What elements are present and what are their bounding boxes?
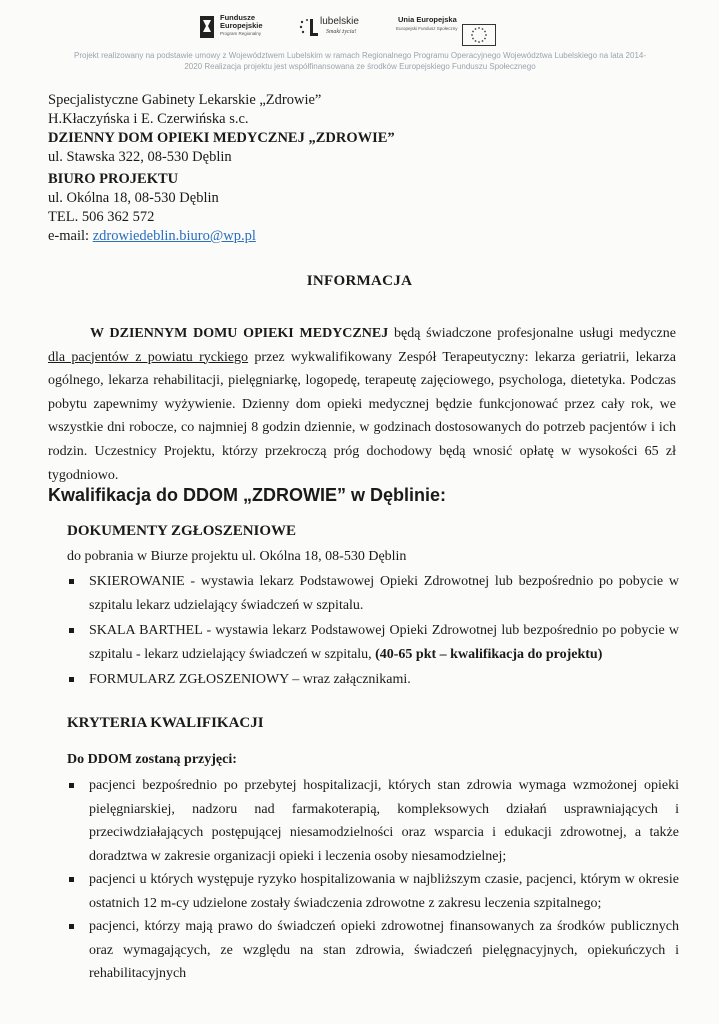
- lubelskie-mark-icon: [298, 16, 320, 38]
- criteria-item2: pacjenci u których występuje ryzyko hospitalizowania w najbliższym czasie, pacjenci, którym w okresie ostatnich 12 m-cy udzielone zostały świadczenia zdrowotne z zakresu leczenia szpitalnego;: [89, 872, 679, 911]
- documents-sub: do pobrania w Biurze projektu ul. Okólna 18, 08-530 Dęblin: [67, 549, 407, 564]
- criteria-item3: pacjenci, którzy mają prawo do świadczeń opieki zdrowotnej finansowanych za środków publicznych oraz wymagających, ze względu na stan zdrowia, świadczeń pielęgnacyjnych, opiekuńczych i rehabilitacyjnych: [89, 919, 679, 981]
- fundusze-flag-icon: [200, 16, 214, 38]
- office-phone: TEL. 506 362 572: [48, 209, 155, 225]
- org-unit: DZIENNY DOM OPIEKI MEDYCZNEJ „ZDROWIE”: [48, 130, 395, 146]
- logo-bar: [200, 14, 520, 44]
- intro-text2: przez wykwalifikowany Zespół Terapeutyczny: lekarza geriatrii, lekarza ogólnego, lekarza rehabilitacji, pielęgniarkę, logopedę, terapeutę zajęciowego, psychologa, dietetyka. Podczas pobytu zapewnimy wyżywienie. Dzienny dom opieki medycznej będzie funkcjonować przez cały rok, we wszystkie dni robocze, co najmniej 8 godzin dziennie, w godzinach dostosowanych do potrzeb pacjentów i ich rodzin. Uczestnicy Projektu, którzy przekroczą próg dochodowy będą wnosić opłatę w wysokości 65 zł tygodniowo.: [48, 349, 676, 483]
- lubelskie-tagline: Smaki życia!: [326, 29, 357, 35]
- fundusze-europejskie-logo: [200, 14, 290, 44]
- org-owners: H.Kłaczyńska i E. Czerwińska s.c.: [48, 111, 249, 127]
- intro-text1: będą świadczone profesjonalne usługi medyczne: [388, 326, 676, 341]
- bullet-icon: [69, 579, 74, 584]
- office-heading: BIURO PROJEKTU: [48, 171, 179, 187]
- list-item: [67, 915, 679, 986]
- doc-item2-text: SKALA BARTHEL - wystawia lekarz Podstawowej Opieki Zdrowotnej lub bezpośrednio po pobycie w szpitalu - lekarz udzielający świadczeń w szpitalu,: [89, 623, 679, 662]
- funding-line2: 2020 Realizacja projektu jest współfinansowana ze środków Europejskiego Funduszu Społecznego: [184, 62, 536, 71]
- office-address: ul. Okólna 18, 08-530 Dęblin: [48, 190, 219, 206]
- criteria-sub: Do DDOM zostaną przyjęci:: [67, 752, 237, 767]
- fundusze-line3: Program Regionalny: [220, 31, 262, 36]
- intro-underlined: dla pacjentów z powiatu ryckiego: [48, 349, 249, 365]
- bullet-icon: [69, 924, 74, 929]
- lubelskie-logo: [298, 14, 368, 44]
- list-item: [67, 570, 679, 617]
- list-item: [67, 668, 679, 692]
- criteria-heading: KRYTERIA KWALIFIKACJI: [67, 715, 264, 731]
- eu-flag-icon: [462, 24, 496, 46]
- bullet-icon: [69, 783, 74, 788]
- doc-item2-bold: (40-65 pkt – kwalifikacja do projektu): [375, 646, 603, 662]
- email-link[interactable]: zdrowiedeblin.biuro@wp.pl: [92, 228, 256, 244]
- ue-name: Unia Europejska: [398, 15, 457, 24]
- fundusze-line2: Europejskie: [220, 21, 263, 30]
- lubelskie-name: lubelskie: [320, 16, 359, 27]
- intro-paragraph: [48, 322, 676, 487]
- funding-line1: Projekt realizowany na podstawie umowy z Województwem Lubelskim w ramach Regionalnego Programu Operacyjnego Województwa Lubelskiego na lata 2014-: [74, 51, 646, 60]
- org-name: Specjalistyczne Gabinety Lekarskie „Zdrowie”: [48, 92, 322, 108]
- list-item: [67, 774, 679, 868]
- documents-list: [67, 570, 679, 692]
- intro-lead: W DZIENNYM DOMU OPIEKI MEDYCZNEJ: [90, 326, 389, 341]
- fundusze-line1: Fundusze: [220, 13, 255, 22]
- doc-item1: SKIEROWANIE - wystawia lekarz Podstawowej Opieki Zdrowotnej lub bezpośrednio po pobycie w szpitalu lekarz udzielający świadczeń w szpitalu.: [89, 574, 679, 613]
- ue-sub: Europejski Fundusz Społeczny: [396, 26, 458, 31]
- list-item: [67, 619, 679, 666]
- qualification-heading: Kwalifikacja do DDOM „ZDROWIE” w Dęblinie:: [48, 485, 447, 505]
- page-title: INFORMACJA: [306, 273, 413, 289]
- funding-notice: [40, 50, 680, 72]
- criteria-item1: pacjenci bezpośrednio po przebytej hospitalizacji, których stan zdrowia wymaga wzmożonej opieki pielęgniarskiej, nadzoru nad farmakoterapią, kompleksowych działań usprawniających i przeciwdziałających postępującej niesamodzielności oraz wsparcia i edukacji zdrowotnej, a także doradztwa w zakresie organizacji opieki i leczenia osoby niesamodzielnej;: [89, 778, 679, 864]
- bullet-icon: [69, 628, 74, 633]
- email-label: e-mail:: [48, 228, 93, 244]
- org-address: ul. Stawska 322, 08-530 Dęblin: [48, 149, 232, 165]
- list-item: [67, 868, 679, 915]
- office-email-line: [48, 227, 256, 246]
- bullet-icon: [69, 877, 74, 882]
- criteria-list: [67, 774, 679, 986]
- doc-item3: FORMULARZ ZGŁOSZENIOWY – wraz załącznikami.: [89, 672, 411, 687]
- documents-heading: DOKUMENTY ZGŁOSZENIOWE: [67, 523, 297, 539]
- bullet-icon: [69, 677, 74, 682]
